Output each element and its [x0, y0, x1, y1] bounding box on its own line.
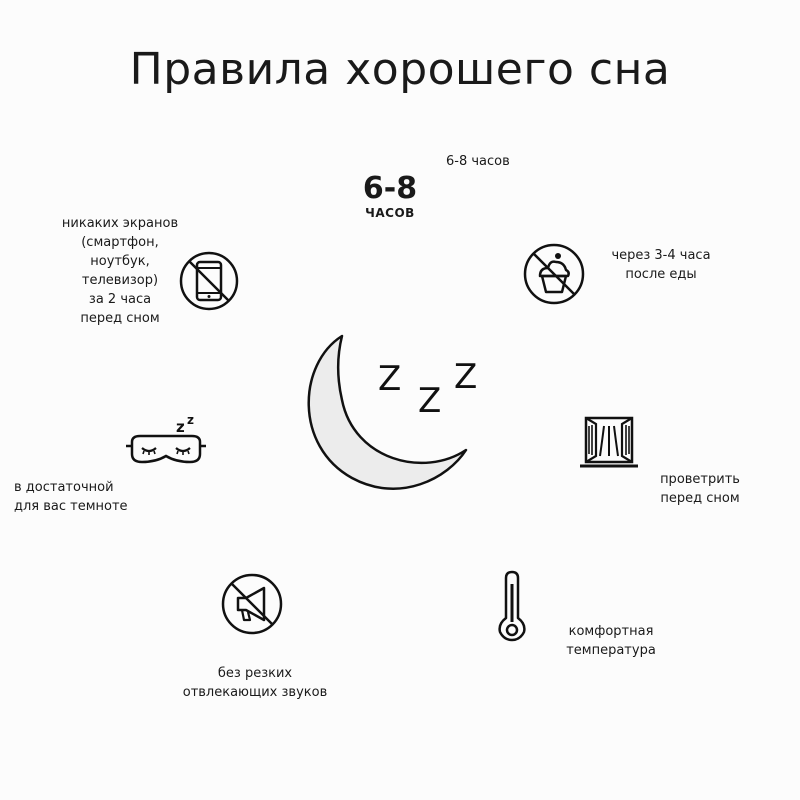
rule-temperature-text: комфортная температура — [566, 624, 656, 658]
rule-food-text: через 3-4 часа после еды — [611, 248, 711, 282]
rule-dark-text: в достаточной для вас темноте — [14, 480, 128, 514]
mask-z-2: z — [187, 413, 194, 427]
page-title: Правила хорошего сна — [129, 44, 671, 95]
rule-ventilate-text: проветрить перед сном — [660, 472, 740, 506]
open-window-icon — [578, 412, 640, 472]
hours-unit: ЧАСОВ — [365, 206, 415, 220]
rule-sounds-text: без резких отвлекающих звуков — [182, 666, 328, 700]
sleep-mask-icon — [126, 406, 206, 470]
moon-z-2: Z — [418, 381, 442, 421]
crescent-moon-icon — [290, 328, 500, 498]
hours-caption: 6-8 часов — [446, 154, 510, 169]
mask-z-1: z — [176, 418, 185, 436]
no-food-icon — [522, 242, 586, 306]
hours-badge — [340, 172, 440, 220]
rule-no-screens-text: никаких экранов (смартфон, ноутбук, телевизор) за 2 часа перед сном — [61, 216, 179, 326]
no-loudspeaker-icon — [220, 572, 284, 636]
moon-z-3: Z — [454, 357, 478, 397]
hours-number: 6-8 — [362, 171, 418, 206]
moon-z-1: Z — [378, 359, 402, 399]
thermometer-icon — [494, 570, 530, 642]
no-phone-icon — [178, 250, 240, 312]
